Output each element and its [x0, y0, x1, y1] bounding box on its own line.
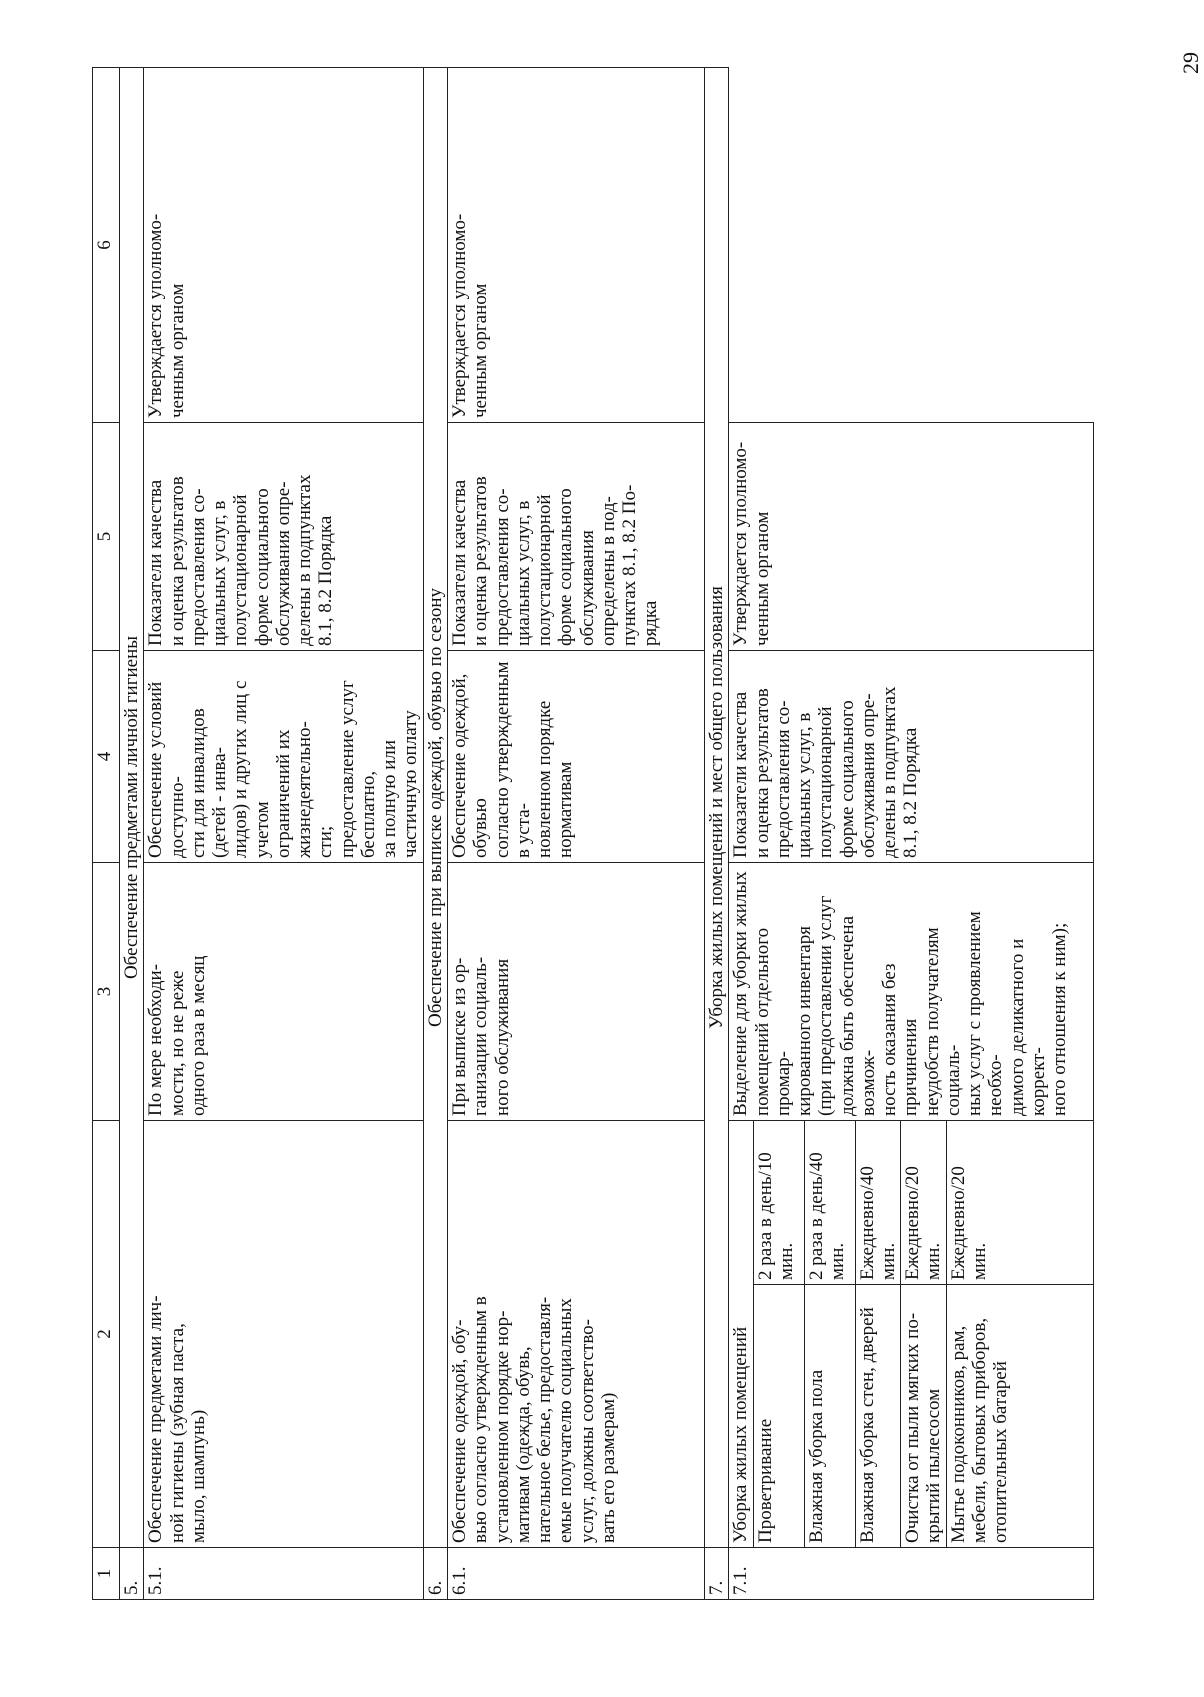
- section-title: Уборка жилых помещений и мест общего пользования: [704, 68, 728, 1548]
- row-number: 7.1.: [729, 1548, 1094, 1600]
- table-row: [729, 68, 753, 1600]
- subitem-name: Очистка от пыли мягких по- крытий пылесосом: [901, 1285, 947, 1548]
- quality-indicators: Показатели качества и оценка результатов предоставления со- циальных услуг, в полустационарной форме социального обслуживания определены в под- пунктах 8.1, 8.2 По- рядка: [447, 423, 704, 651]
- subitem-frequency: Ежедневно/20 мин.: [901, 1121, 947, 1285]
- subitem-name: Проветривание: [753, 1285, 804, 1548]
- header-col-3: 3: [93, 863, 120, 1121]
- service-name: Уборка жилых помещений: [729, 1121, 753, 1548]
- subitem-name: Влажная уборка пола: [804, 1285, 855, 1548]
- table-row: [144, 68, 423, 1600]
- subitem-frequency: 2 раза в день/10 мин.: [753, 1121, 804, 1285]
- section-number: 7.: [704, 1548, 728, 1600]
- quality-indicators: Показатели качества и оценка результатов предоставления со- циальных услуг, в полустационарной форме социального обслуживания опре- делены в подпунктах 8.1, 8.2 Порядка: [729, 651, 1094, 863]
- quality-indicators: Показатели качества и оценка результатов предоставления со- циальных услуг, в полустационарной форме социального обслуживания опре- делены в подпунктах 8.1, 8.2 Порядка: [144, 423, 423, 651]
- norm-approval: Утверждается уполномо- ченным органом: [729, 423, 1094, 651]
- service-name: Обеспечение предметами лич- ной гигиены (зубная паста, мыло, шампунь): [144, 1121, 423, 1548]
- subitem-frequency: Ежедневно/20 мин.: [946, 1121, 1093, 1285]
- subitem-frequency: 2 раза в день/40 мин.: [804, 1121, 855, 1285]
- section-row: [704, 68, 728, 1600]
- service-conditions: Обеспечение условий доступно- сти для инвалидов (детей - инва- лидов) и других лиц с учетом ограничений их жизнедеятельно- сти; предоставление услуг бесплатно, за полную или частичную оплату: [144, 651, 423, 863]
- norm-approval: Утверждается уполномо- ченным органом: [144, 68, 423, 423]
- header-col-5: 5: [93, 423, 120, 651]
- subitem-frequency: Ежедневно/40 мин.: [855, 1121, 901, 1285]
- page-number: 29: [1178, 52, 1203, 74]
- header-col-1: 1: [93, 1548, 120, 1600]
- header-row: [93, 68, 120, 1600]
- table-row: [447, 68, 704, 1600]
- section-title: Обеспечение предметами личной гигиены: [120, 68, 144, 1548]
- service-frequency: По мере необходи- мости, но не реже одного раза в месяц: [144, 863, 423, 1121]
- service-conditions: Выделение для уборки жилых помещений отдельного промар- кированного инвентаря (при предоставлении услуг должна быть обеспечена возмож- ность оказания без причинения неудобств получателям социаль- ных услуг с проявлением необхо- димого деликатного и коррект- ного отношения к ним);: [729, 863, 1094, 1121]
- service-name: Обеспечение одеждой, обу- вью согласно утвержденным в установленном порядке нор- мативам (одежда, обувь, нательное белье, предоставля- емые получателю социальных услуг, должны соответство- вать его размерам): [447, 1121, 704, 1548]
- rotated-table-container: [92, 68, 1094, 1600]
- header-col-4: 4: [93, 651, 120, 863]
- section-number: 5.: [120, 1548, 144, 1600]
- subitem-name: Влажная уборка стен, дверей: [855, 1285, 901, 1548]
- subitem-name: Мытье подоконников, рам, мебели, бытовых приборов, отопительных батарей: [946, 1285, 1093, 1548]
- section-row: [423, 68, 447, 1600]
- header-col-6: 6: [93, 68, 120, 423]
- section-number: 6.: [423, 1548, 447, 1600]
- services-table: [92, 67, 1094, 1600]
- section-row: [120, 68, 144, 1600]
- row-number: 6.1.: [447, 1548, 704, 1600]
- section-title: Обеспечение при выписке одеждой, обувью по сезону: [423, 68, 447, 1548]
- service-conditions: Обеспечение одеждой, обувью согласно утвержденным в уста- новленном порядке нормативам: [447, 651, 704, 863]
- header-col-2: 2: [93, 1121, 120, 1548]
- row-number: 5.1.: [144, 1548, 423, 1600]
- norm-approval: Утверждается уполномо- ченным органом: [447, 68, 704, 423]
- service-frequency: При выписке из ор- ганизации социаль- ного обслуживания: [447, 863, 704, 1121]
